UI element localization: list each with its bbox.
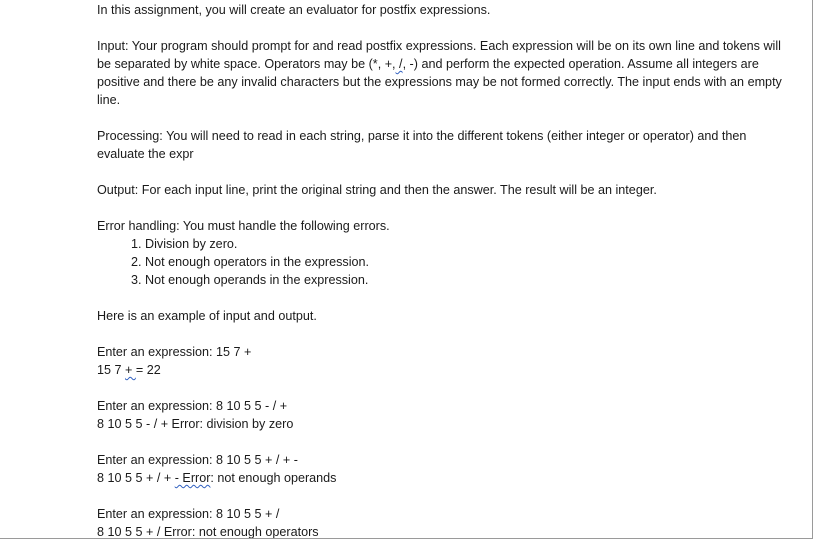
example-prompt: Enter an expression: 15 7 + bbox=[97, 345, 252, 359]
output-paragraph: Output: For each input line, print the original string and then the answer. The result will be an integer. bbox=[97, 183, 657, 197]
example-intro: Here is an example of input and output. bbox=[97, 309, 317, 323]
error-list-item: 2. Not enough operators in the expression. bbox=[145, 253, 797, 271]
error-list-item: 3. Not enough operands in the expression. bbox=[145, 271, 797, 289]
spellcheck-underline: + bbox=[125, 363, 136, 377]
example-prompt: Enter an expression: 8 10 5 5 + / + - bbox=[97, 453, 298, 467]
input-text-part2: , -) and perform the expected operation. Assume all integers are positive and there be any invalid characters but the expressions may be not formed correctly. The input ends with an empty line. bbox=[97, 57, 782, 107]
intro-paragraph: In this assignment, you will create an evaluator for postfix expressions. bbox=[97, 3, 491, 17]
input-text-part1: Input: Your program should prompt for and read postfix expressions. Each expression will be on its own line and tokens will be separated by white space. Operators may be (*, +, bbox=[97, 39, 781, 71]
document-body bbox=[97, 1, 797, 539]
example-result: 8 10 5 5 - / + Error: division by zero bbox=[97, 417, 294, 431]
error-list bbox=[97, 235, 797, 289]
error-handling-heading: Error handling: You must handle the following errors. bbox=[97, 219, 390, 233]
processing-paragraph: Processing: You will need to read in each string, parse it into the different tokens (either integer or operator) and then evaluate the expr bbox=[97, 129, 747, 161]
error-list-item: 1. Division by zero. bbox=[145, 235, 797, 253]
spellcheck-underline: / bbox=[395, 57, 403, 71]
spellcheck-underline: - Error bbox=[174, 471, 211, 485]
example-prompt: Enter an expression: 8 10 5 5 + / bbox=[97, 507, 280, 521]
example-result: 15 7 + = 22 bbox=[97, 363, 161, 377]
example-prompt: Enter an expression: 8 10 5 5 - / + bbox=[97, 399, 288, 413]
input-paragraph bbox=[97, 37, 797, 109]
example-result: 8 10 5 5 + / + - Error: not enough operands bbox=[97, 471, 337, 485]
example-result: 8 10 5 5 + / Error: not enough operators bbox=[97, 525, 319, 539]
